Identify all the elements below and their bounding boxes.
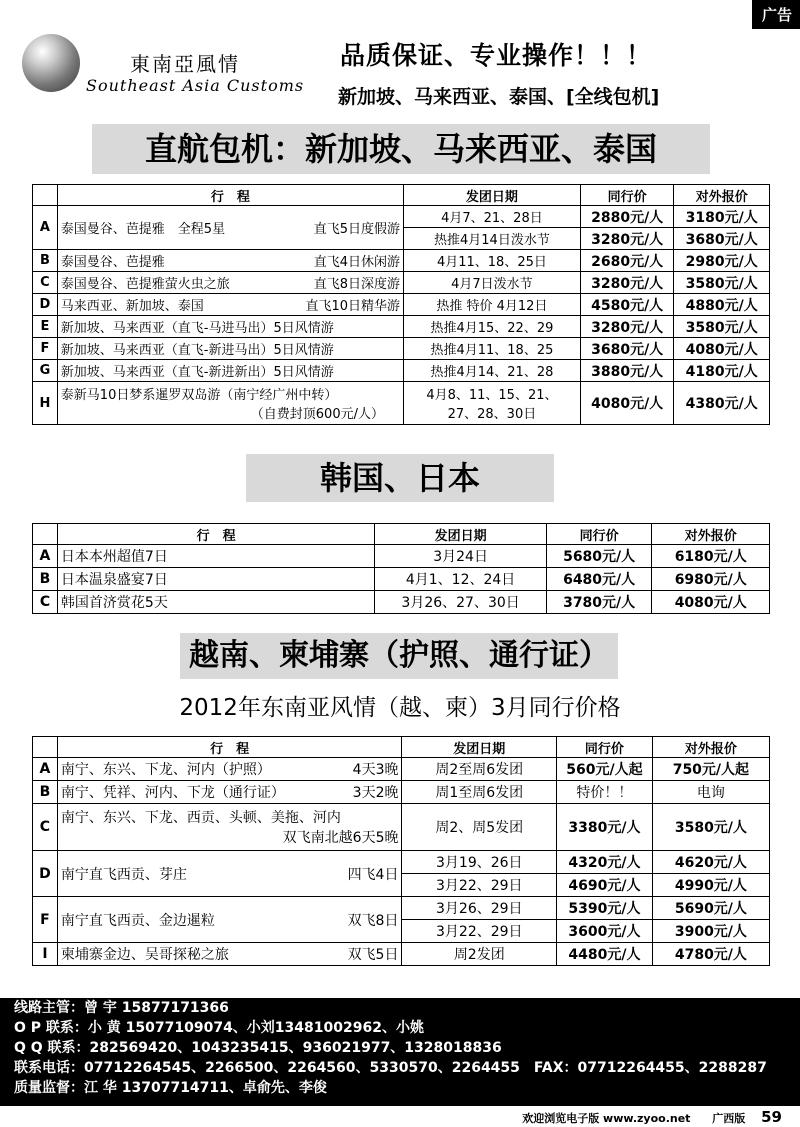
page-footer xyxy=(522,1108,782,1126)
col-peer: 同行价 xyxy=(546,524,652,545)
contact-manager: 线路主管：曾 宇 15877171366 xyxy=(14,1000,229,1016)
website-text: 欢迎浏览电子版 www.zyoo.net xyxy=(522,1112,691,1125)
retail-price-cell: 750元/人起 xyxy=(652,758,769,781)
contact-op: O P 联系：小 黄 15077109074、小刘13481002962、小姚 xyxy=(14,1020,424,1036)
retail-price-cell: 4380元/人 xyxy=(674,382,770,425)
table-row xyxy=(33,804,770,851)
retail-price-cell: 6180元/人 xyxy=(652,545,770,568)
route-cell: 南宁直飞西贡、金边暹粒 双飞8日 xyxy=(57,897,402,943)
row-letter: I xyxy=(33,943,58,966)
row-letter: F xyxy=(33,897,58,943)
contact-qq: Q Q 联系：282569420、1043235415、936021977、1328018836 xyxy=(14,1040,502,1056)
table-row xyxy=(33,545,770,568)
retail-price-cell: 2980元/人 xyxy=(674,250,770,272)
retail-price-cell: 3680元/人 xyxy=(674,228,770,250)
table-row xyxy=(33,591,770,614)
col-date: 发团日期 xyxy=(375,524,546,545)
row-letter: C xyxy=(33,272,58,294)
page-number: 59 xyxy=(761,1108,782,1126)
row-letter: B xyxy=(33,250,58,272)
retail-price-cell: 6980元/人 xyxy=(652,568,770,591)
date-cell: 热推 特价 4月12日 xyxy=(403,294,580,316)
row-letter: C xyxy=(33,591,58,614)
date-cell: 3月19、26日 xyxy=(402,851,557,874)
retail-price-cell: 3180元/人 xyxy=(674,206,770,228)
peer-price-cell: 560元/人起 xyxy=(557,758,653,781)
peer-price-cell: 3680元/人 xyxy=(580,338,674,360)
section3-title: 越南、柬埔寨（护照、通行证） xyxy=(180,633,618,679)
retail-price-cell: 4620元/人 xyxy=(652,851,769,874)
date-cell: 4月7日泼水节 xyxy=(403,272,580,294)
table-row xyxy=(33,272,770,294)
col-price: 对外报价 xyxy=(652,737,769,758)
date-cell: 热推4月15、22、29 xyxy=(403,316,580,338)
section3-table xyxy=(32,736,770,966)
route-cell: 南宁、东兴、下龙、西贡、头顿、美拖、河内 双飞南北越6天5晚 xyxy=(57,804,402,851)
row-letter: E xyxy=(33,316,58,338)
date-cell: 3月22、29日 xyxy=(402,920,557,943)
peer-price-cell: 4480元/人 xyxy=(557,943,653,966)
retail-price-cell: 4180元/人 xyxy=(674,360,770,382)
route-cell: 泰国曼谷、芭提雅 直飞4日休闲游 xyxy=(57,250,403,272)
table-row xyxy=(33,382,770,425)
route-cell: 日本本州超值7日 xyxy=(57,545,374,568)
section2-table xyxy=(32,523,770,614)
row-letter: A xyxy=(33,758,58,781)
slogan-line1: 品质保证、专业操作！！！ xyxy=(340,41,653,70)
date-cell: 热推4月14日泼水节 xyxy=(403,228,580,250)
route-cell: 南宁直飞西贡、芽庄 四飞4日 xyxy=(57,851,402,897)
peer-price-cell: 3880元/人 xyxy=(580,360,674,382)
date-cell: 周2至周6发团 xyxy=(402,758,557,781)
section2-title: 韩国、日本 xyxy=(246,454,554,502)
contact-phone: 联系电话：07712264545、2266500、2264560、5330570、2264455 FAX：07712264455、2288287 xyxy=(14,1060,767,1076)
row-letter: C xyxy=(33,804,58,851)
retail-price-cell: 3580元/人 xyxy=(674,316,770,338)
peer-price-cell: 4580元/人 xyxy=(580,294,674,316)
table-row xyxy=(33,943,770,966)
route-cell: 南宁、东兴、下龙、河内（护照） 4天3晚 xyxy=(57,758,402,781)
section3-subtitle: 2012年东南亚风情（越、柬）3月同行价格 xyxy=(179,695,621,721)
row-letter: F xyxy=(33,338,58,360)
retail-price-cell: 3900元/人 xyxy=(652,920,769,943)
date-cell: 4月1、12、24日 xyxy=(375,568,546,591)
table-row xyxy=(33,294,770,316)
date-cell: 3月24日 xyxy=(375,545,546,568)
route-cell: 柬埔寨金边、吴哥探秘之旅 双飞5日 xyxy=(57,943,402,966)
col-peer: 同行价 xyxy=(580,185,674,206)
peer-price-cell: 3380元/人 xyxy=(557,804,653,851)
date-cell: 周1至周6发团 xyxy=(402,781,557,804)
col-date: 发团日期 xyxy=(403,185,580,206)
col-peer: 同行价 xyxy=(557,737,653,758)
row-letter: A xyxy=(33,206,58,250)
table-row xyxy=(33,851,770,874)
slogan-line2: 新加坡、马来西亚、泰国、[全线包机] xyxy=(338,86,660,108)
date-cell: 热推4月11、18、25 xyxy=(403,338,580,360)
retail-price-cell: 4990元/人 xyxy=(652,874,769,897)
col-date: 发团日期 xyxy=(402,737,557,758)
table-row xyxy=(33,781,770,804)
route-cell: 泰国曼谷、芭提雅 全程5星 直飞5日度假游 xyxy=(57,206,403,250)
retail-price-cell: 电询 xyxy=(652,781,769,804)
peer-price-cell: 3780元/人 xyxy=(546,591,652,614)
date-cell: 3月26、27、30日 xyxy=(375,591,546,614)
peer-price-cell: 3280元/人 xyxy=(580,316,674,338)
brand-name-cn: 東南亞風情 xyxy=(130,52,240,76)
peer-price-cell: 4080元/人 xyxy=(580,382,674,425)
retail-price-cell: 3580元/人 xyxy=(674,272,770,294)
globe-logo-icon xyxy=(22,34,80,92)
retail-price-cell: 4780元/人 xyxy=(652,943,769,966)
peer-price-cell: 特价！！ xyxy=(557,781,653,804)
row-letter: A xyxy=(33,545,58,568)
table-row xyxy=(33,897,770,920)
route-cell: 新加坡、马来西亚（直飞-新进新出）5日风情游 xyxy=(57,360,403,382)
peer-price-cell: 4690元/人 xyxy=(557,874,653,897)
row-letter: H xyxy=(33,382,58,425)
route-cell: 南宁、凭祥、河内、下龙（通行证） 3天2晚 xyxy=(57,781,402,804)
peer-price-cell: 3600元/人 xyxy=(557,920,653,943)
table-row xyxy=(33,758,770,781)
peer-price-cell: 5390元/人 xyxy=(557,897,653,920)
row-letter: B xyxy=(33,781,58,804)
route-cell: 新加坡、马来西亚（直飞-马进马出）5日风情游 xyxy=(57,316,403,338)
date-cell: 4月7、21、28日 xyxy=(403,206,580,228)
route-cell: 泰国曼谷、芭提雅萤火虫之旅 直飞8日深度游 xyxy=(57,272,403,294)
ad-tag: 广告 xyxy=(752,0,800,29)
row-letter: D xyxy=(33,294,58,316)
peer-price-cell: 6480元/人 xyxy=(546,568,652,591)
table-row xyxy=(33,360,770,382)
edition-label: 广西版 xyxy=(712,1112,746,1125)
peer-price-cell: 4320元/人 xyxy=(557,851,653,874)
contact-footer xyxy=(0,998,800,1106)
table-row xyxy=(33,206,770,228)
table-row xyxy=(33,250,770,272)
date-cell: 3月22、29日 xyxy=(402,874,557,897)
section1-table xyxy=(32,184,770,425)
col-route: 行 程 xyxy=(57,185,403,206)
contact-supervision: 质量监督：江 华 13707714711、卓俞先、李俊 xyxy=(14,1080,327,1096)
route-cell: 日本温泉盛宴7日 xyxy=(57,568,374,591)
date-cell: 周2发团 xyxy=(402,943,557,966)
col-price: 对外报价 xyxy=(674,185,770,206)
peer-price-cell: 2680元/人 xyxy=(580,250,674,272)
peer-price-cell: 3280元/人 xyxy=(580,272,674,294)
peer-price-cell: 3280元/人 xyxy=(580,228,674,250)
col-price: 对外报价 xyxy=(652,524,770,545)
retail-price-cell: 3580元/人 xyxy=(652,804,769,851)
peer-price-cell: 5680元/人 xyxy=(546,545,652,568)
retail-price-cell: 4080元/人 xyxy=(674,338,770,360)
table-row xyxy=(33,338,770,360)
table-row xyxy=(33,316,770,338)
date-cell: 3月26、29日 xyxy=(402,897,557,920)
retail-price-cell: 5690元/人 xyxy=(652,897,769,920)
row-letter: D xyxy=(33,851,58,897)
route-cell: 马来西亚、新加坡、泰国 直飞10日精华游 xyxy=(57,294,403,316)
date-cell: 4月11、18、25日 xyxy=(403,250,580,272)
retail-price-cell: 4880元/人 xyxy=(674,294,770,316)
brand-name-en: Southeast Asia Customs xyxy=(86,76,305,95)
peer-price-cell: 2880元/人 xyxy=(580,206,674,228)
date-cell: 4月8、11、15、21、 27、28、30日 xyxy=(403,382,580,425)
row-letter: G xyxy=(33,360,58,382)
col-route: 行 程 xyxy=(57,737,402,758)
table-row xyxy=(33,568,770,591)
route-cell: 泰新马10日梦系暹罗双岛游（南宁经广州中转） （自费封顶600元/人） xyxy=(57,382,403,425)
route-cell: 韩国首济赏花5天 xyxy=(57,591,374,614)
route-cell: 新加坡、马来西亚（直飞-新进马出）5日风情游 xyxy=(57,338,403,360)
date-cell: 热推4月14、21、28 xyxy=(403,360,580,382)
col-route: 行 程 xyxy=(57,524,374,545)
retail-price-cell: 4080元/人 xyxy=(652,591,770,614)
date-cell: 周2、周5发团 xyxy=(402,804,557,851)
row-letter: B xyxy=(33,568,58,591)
section1-title: 直航包机：新加坡、马来西亚、泰国 xyxy=(92,124,710,174)
